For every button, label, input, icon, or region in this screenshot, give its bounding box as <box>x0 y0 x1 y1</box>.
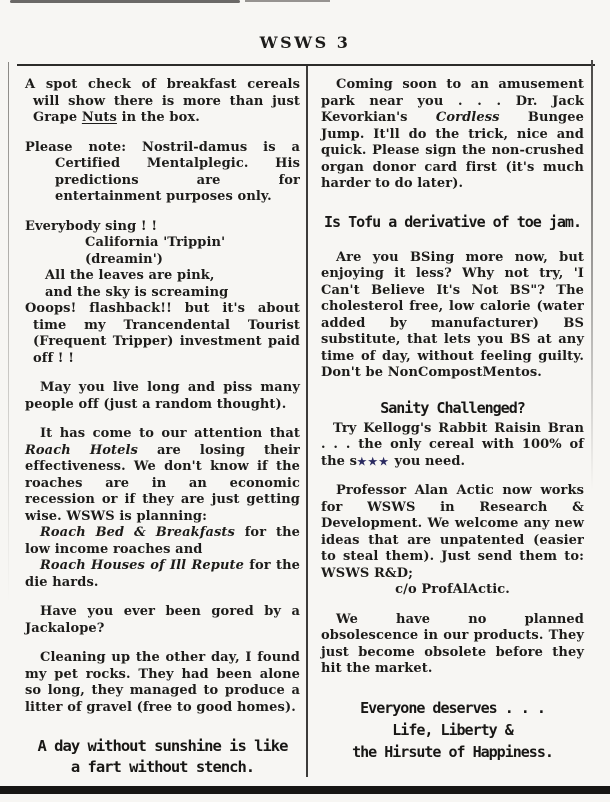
roach-bb-post: for the low income roaches and <box>25 525 300 557</box>
paragraph-kellogg <box>321 421 584 471</box>
roach-text-post: are losing their effectiveness. We don't know if the roaches are in an economic recession or if they are just getting wise. WSWS is planning: <box>25 442 300 524</box>
paragraph-jackalope: Have you ever been gored by a Jackalope? <box>25 604 300 636</box>
heading-tofu: Is Tofu a derivative of toe jam. <box>324 212 581 231</box>
paragraph-kevorkian <box>321 77 584 193</box>
cereal-text-pre: A spot check of breakfast cereals will show there is more than just Grape <box>25 77 300 125</box>
left-column <box>25 77 300 778</box>
closing-line-3: the Hirsute of Happiness. <box>352 742 553 761</box>
roach-hotels-italic: Roach Hotels <box>25 442 138 458</box>
line-everybody-sing: Everybody sing ! ! <box>25 218 158 234</box>
scan-smudge-top-center <box>245 0 330 2</box>
cereal-underlined-word: Nuts <box>81 110 117 125</box>
kellogg-text-post: you need. <box>389 453 466 469</box>
line-careof: c/o ProfAlActic. <box>395 582 510 597</box>
paragraph-flashback: Ooops! flashback!! but it's about time my Trancendental Tourist (Frequent Tripper) investment paid off ! ! <box>25 301 300 366</box>
column-divider <box>306 66 308 777</box>
paragraph-obsolescence: We have no planned obsolescence in our products. They just become obsolete before they hit the market. <box>321 611 584 676</box>
sunshine-line-1: A day without sunshine is like <box>37 737 288 755</box>
right-edge-line <box>591 60 593 490</box>
paragraph-roach-bb <box>25 525 300 558</box>
kellogg-text-pre: Try Kellogg's Rabbit Raisin Bran . . . the only cereal with 100% of the s <box>321 420 584 469</box>
heading-closing <box>321 697 584 763</box>
paragraph-roach-house <box>25 558 300 591</box>
left-edge-line <box>8 62 9 602</box>
paragraph-bs-substitute: Are you BSing more now, but enjoying it less? Why not try, 'I Can't Believe It's Not BS"? The cholesterol free, low calorie (water added by manufacturer) BS substitute, that lets you BS at any time of day, without feeling guilty. Don't be NonCompostMentos. <box>321 249 584 380</box>
heading-sunshine <box>25 736 300 778</box>
paragraph-nostril-damus: Please note: Nostril-damus is a Certified Mentalplegic. His predictions are for entertainment purposes only. <box>25 139 300 204</box>
cereal-text-post: in the box. <box>116 110 200 125</box>
page-title: WSWS 3 <box>259 33 351 52</box>
paragraph-professor: Professor Alan Actic now works for WSWS in Research & Development. We welcome any new ideas that are unpatented (easier to steal them). Just send them to: WSWS R&D; <box>321 483 584 581</box>
sunshine-line-2: a fart without stench. <box>70 758 255 776</box>
cordless-italic: Cordless <box>435 110 500 125</box>
closing-line-1: Everyone deserves . . . <box>360 698 545 717</box>
paragraph-roach-hotels <box>25 426 300 525</box>
bottom-scan-edge <box>0 786 610 794</box>
paragraph-cereal <box>25 77 300 127</box>
scan-smudge-top-left <box>10 0 240 3</box>
closing-line-2: Life, Liberty & <box>392 720 513 739</box>
song-line-3: and the sky is screaming <box>45 284 229 300</box>
roach-house-italic: Roach Houses of Ill Repute <box>40 558 244 573</box>
kevorkian-text-pre: Coming soon to an amusement park near you . . . Dr. Jack Kevorkian's <box>321 77 584 125</box>
right-column <box>321 77 584 763</box>
kevorkian-text-post: Bungee Jump. It'll do the trick, nice and quick. Please sign the non-crushed organ donor card first (it's much harder to do later). <box>321 110 584 191</box>
song-line-1: California 'Trippin' (dreamin') <box>85 235 226 267</box>
paragraph-pet-rocks: Cleaning up the other day, I found my pet rocks. They had been alone so long, they managed to produce a litter of gravel (free to good homes). <box>25 650 300 715</box>
paragraph-live-long: May you live long and piss many people off (just a random thought). <box>25 380 300 412</box>
song-line-2: All the leaves are pink, <box>45 268 215 283</box>
roach-bb-italic: Roach Bed & Breakfasts <box>40 525 235 540</box>
censor-stars: ★★★ <box>357 455 390 468</box>
roach-house-post: for the die hards. <box>25 558 300 590</box>
heading-sanity: Sanity Challenged? <box>380 398 525 417</box>
roach-text-pre: It has come to our attention that <box>40 426 300 441</box>
